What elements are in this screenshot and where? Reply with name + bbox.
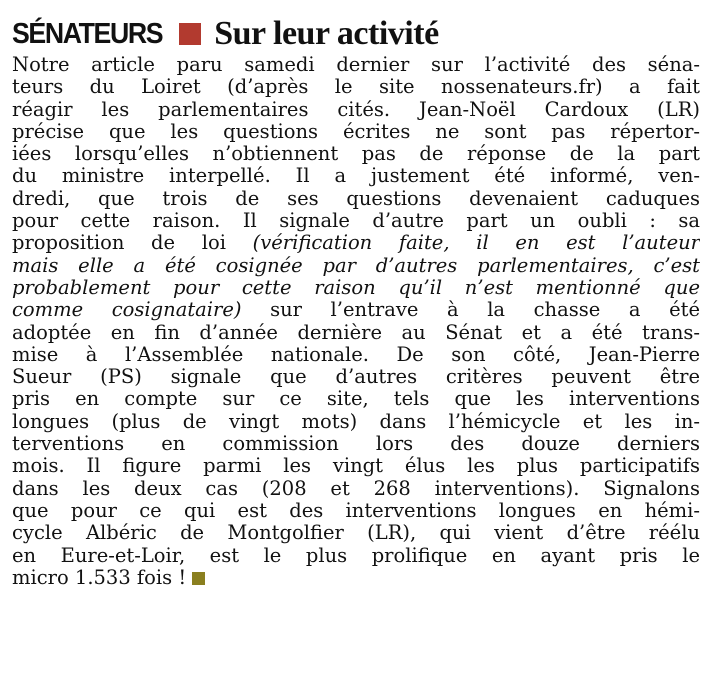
body-line bbox=[12, 255, 700, 277]
body-line bbox=[12, 210, 700, 232]
headline bbox=[12, 14, 700, 54]
body-text-segment: précise que les questions écrites ne sont pas répertor- bbox=[12, 120, 700, 143]
italic-text: comme cosignataire) bbox=[12, 299, 242, 322]
italic-text: probablement pour cette raison qu’il n’est mentionné que bbox=[12, 276, 700, 299]
body-text-segment: micro 1.533 fois ! bbox=[12, 566, 187, 589]
body-line bbox=[12, 545, 700, 567]
body-line bbox=[12, 165, 700, 187]
body-line bbox=[12, 232, 700, 254]
section-kicker: SÉNATEURS bbox=[12, 17, 163, 50]
body-line bbox=[12, 411, 700, 433]
body-text-segment: du ministre interpellé. Il a justement été informé, ven- bbox=[12, 165, 700, 188]
body-text-segment: terventions en commission lors des douze derniers bbox=[12, 433, 700, 456]
body-line bbox=[12, 76, 700, 98]
article-body bbox=[12, 54, 700, 589]
body-line bbox=[12, 188, 700, 210]
body-text-segment: dredi, que trois de ses questions devenaient caduques bbox=[12, 187, 700, 210]
body-text-segment: iées lorsqu’elles n’obtiennent pas de réponse de la part bbox=[12, 143, 700, 166]
body-text-segment: en Eure-et-Loir, est le plus prolifique en ayant pris le bbox=[12, 544, 700, 567]
body-line bbox=[12, 500, 700, 522]
article-title: Sur leur activité bbox=[214, 15, 439, 52]
article bbox=[12, 14, 700, 589]
italic-text: (vérification faite, il en est l’auteur bbox=[252, 232, 700, 255]
body-line bbox=[12, 299, 700, 321]
body-line bbox=[12, 388, 700, 410]
body-text-segment: Notre article paru samedi dernier sur l’activité des séna- bbox=[12, 54, 700, 76]
body-text-segment: réagir les parlementaires cités. Jean-Noël Cardoux (LR) bbox=[12, 98, 700, 121]
body-text-segment: que pour ce qui est des interventions longues en hémi- bbox=[12, 499, 700, 522]
body-text-segment: Sueur (PS) signale que d’autres critères peuvent être bbox=[12, 366, 700, 389]
body-text-segment: cycle Albéric de Montgolfier (LR), qui vient d’être réélu bbox=[12, 522, 700, 545]
body-text-segment: dans les deux cas (208 et 268 interventions). Signalons bbox=[12, 477, 700, 500]
body-line bbox=[12, 99, 700, 121]
body-line bbox=[12, 54, 700, 76]
body-text-segment: proposition de loi bbox=[12, 232, 253, 255]
body-text-segment: sur l’entrave à la chasse a été bbox=[241, 299, 700, 322]
body-text-segment: pris en compte sur ce site, tels que les interventions bbox=[12, 388, 700, 411]
body-line bbox=[12, 478, 700, 500]
red-square-icon bbox=[179, 23, 201, 45]
body-text-segment: teurs du Loiret (d’après le site nossenateurs.fr) a fait bbox=[12, 76, 700, 99]
body-text-segment: longues (plus de vingt mots) dans l’hémicycle et les in- bbox=[12, 410, 700, 433]
body-text-segment: adoptée en fin d’année dernière au Sénat et a été trans- bbox=[12, 321, 700, 344]
body-line bbox=[12, 277, 700, 299]
body-line bbox=[12, 522, 700, 544]
body-line bbox=[12, 567, 700, 589]
body-line bbox=[12, 433, 700, 455]
body-line bbox=[12, 366, 700, 388]
body-line bbox=[12, 344, 700, 366]
end-mark-square-icon bbox=[192, 572, 205, 585]
body-text-segment: pour cette raison. Il signale d’autre part un oubli : sa bbox=[12, 210, 700, 233]
body-text-segment: mise à l’Assemblée nationale. De son côté, Jean-Pierre bbox=[12, 343, 700, 366]
body-line bbox=[12, 455, 700, 477]
italic-text: mais elle a été cosignée par d’autres parlementaires, c’est bbox=[12, 254, 700, 277]
body-line bbox=[12, 143, 700, 165]
body-line bbox=[12, 121, 700, 143]
body-line bbox=[12, 322, 700, 344]
body-text-segment: mois. Il figure parmi les vingt élus les plus participatifs bbox=[12, 455, 700, 478]
